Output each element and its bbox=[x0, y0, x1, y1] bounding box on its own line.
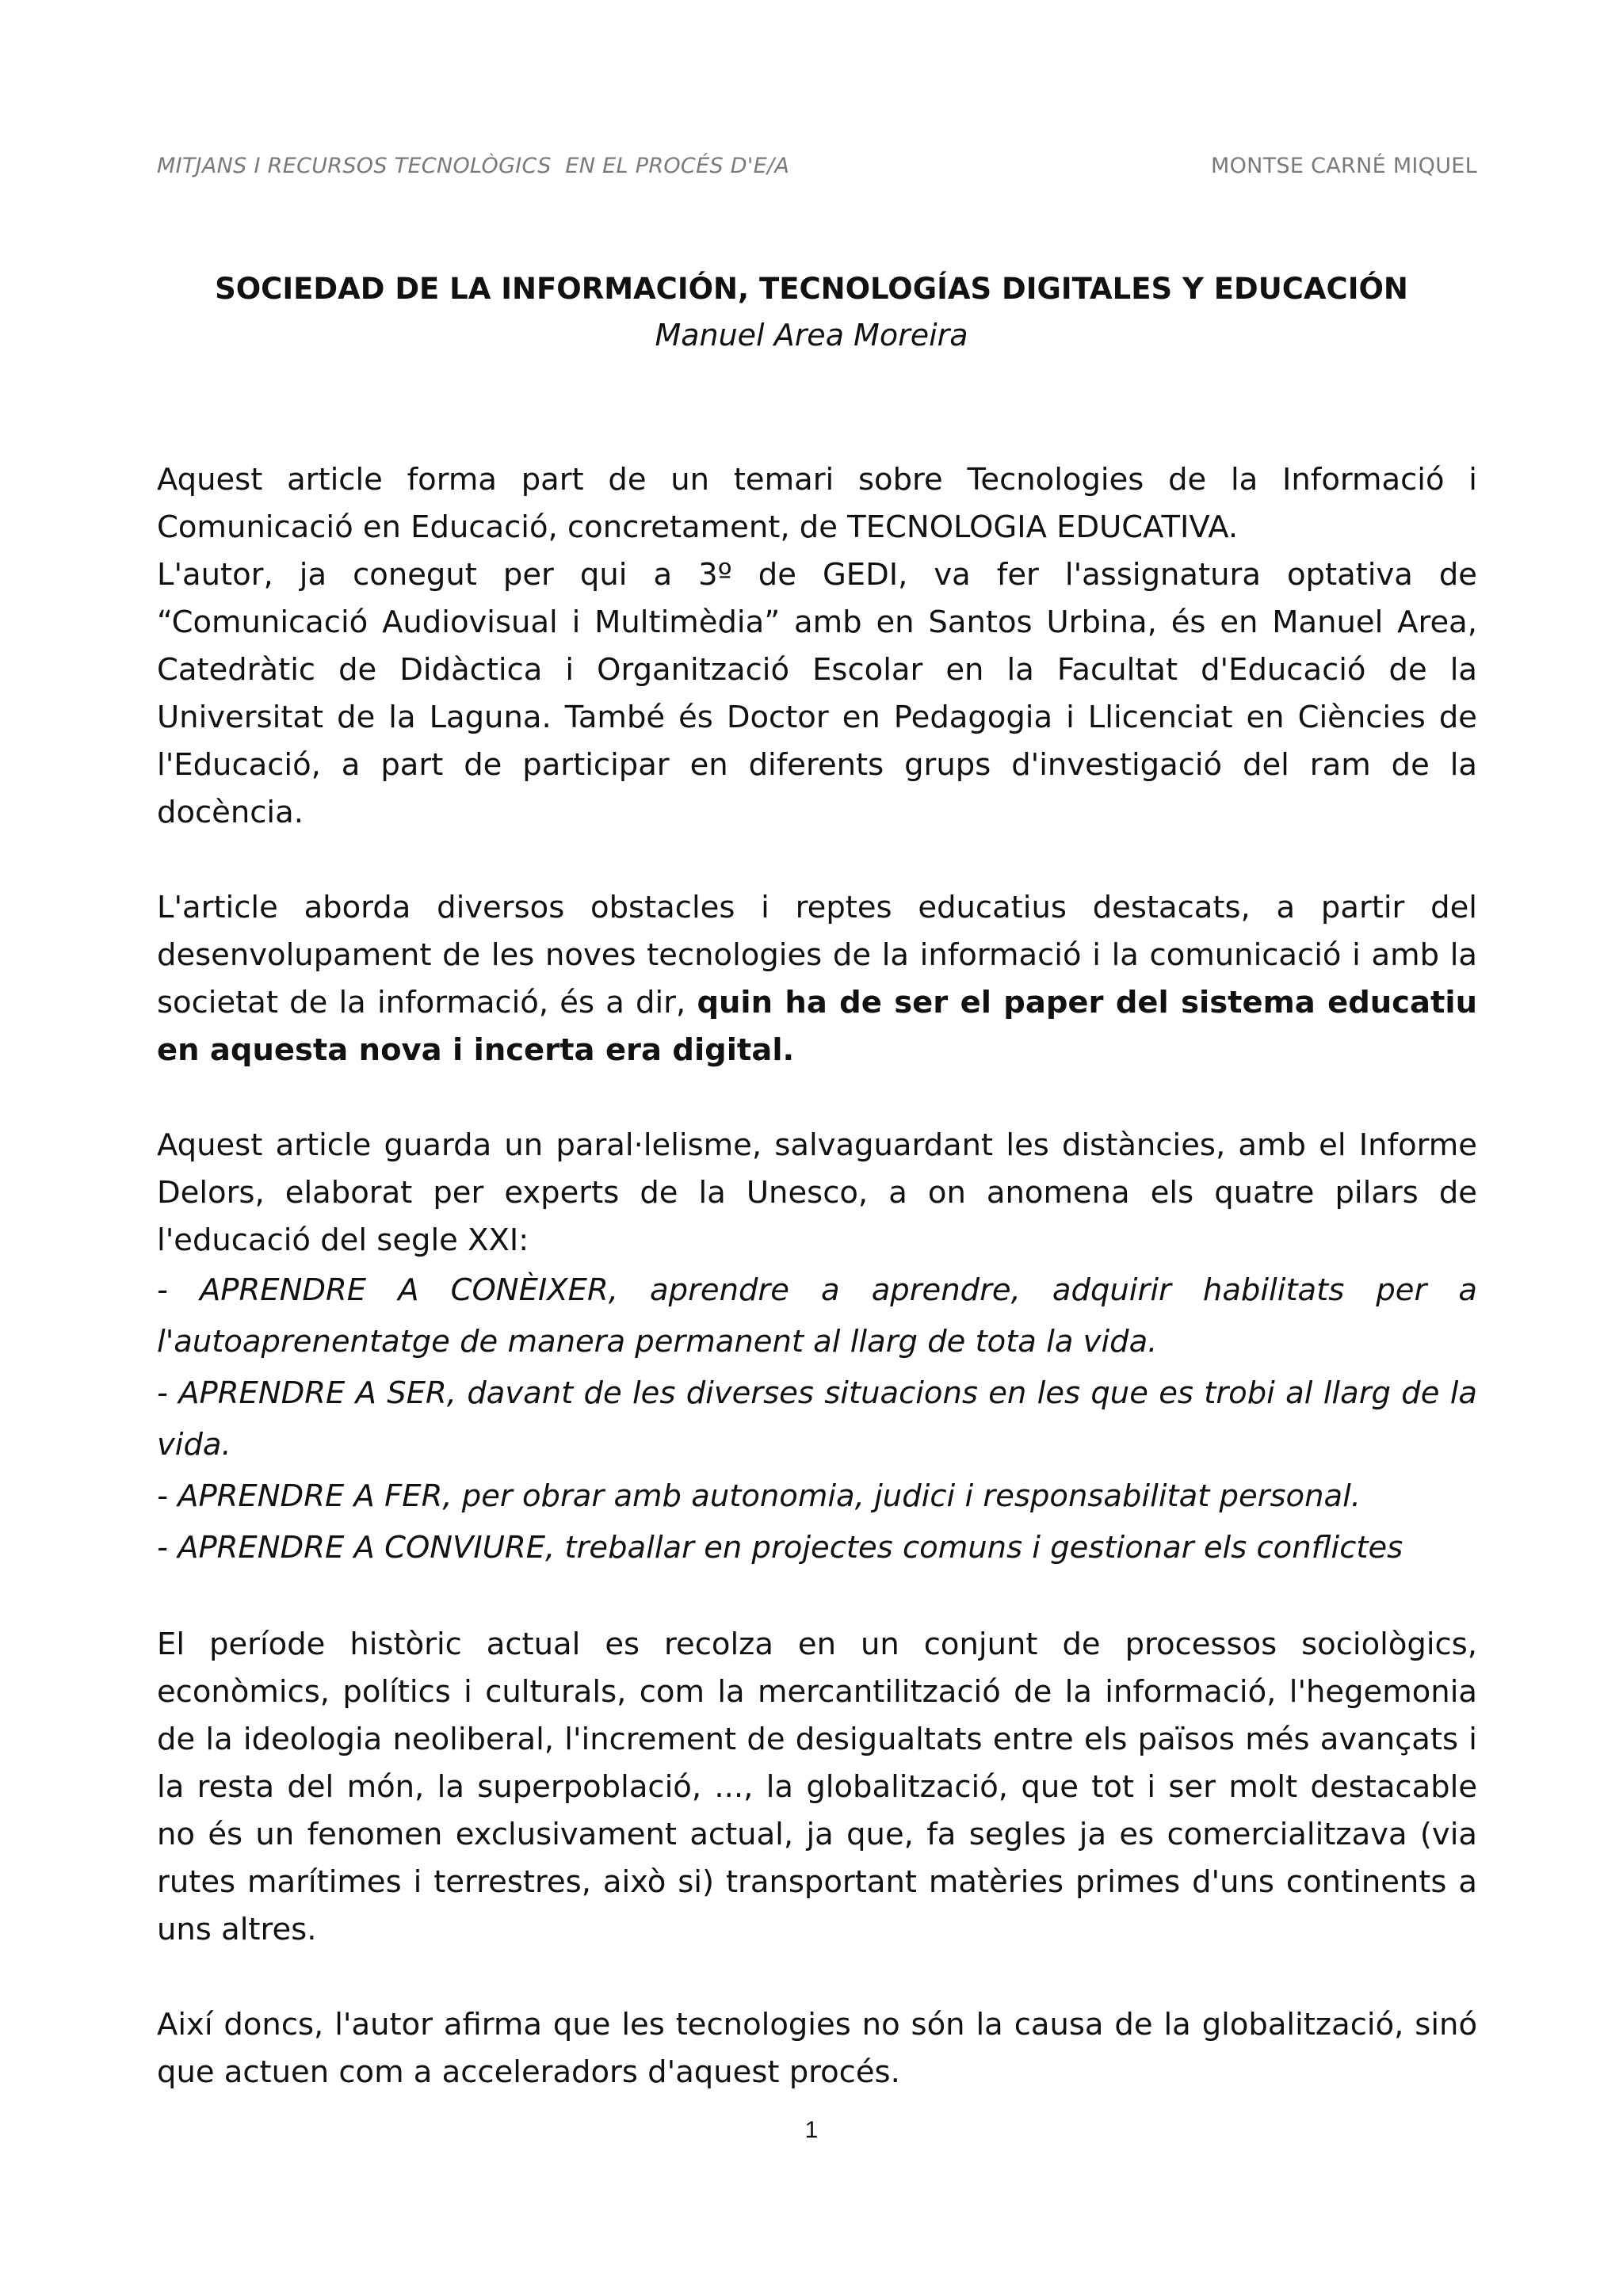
pillars-list bbox=[157, 1264, 1477, 1573]
paragraph-gap bbox=[157, 1954, 1477, 2001]
paragraph-intro-author: L'autor, ja conegut per qui a 3º de GEDI, va fer l'assignatura optativa de “Comunicació Audiovisual i Multimèdia” amb en Santos Urbina, és en Manuel Area, Catedràtic de Didàctica i Organització Escolar en la Facultat d'Educació de la Universitat de la Laguna. També és Doctor en Pedagogia i Llicenciat en Ciències de l'Educació, a part de participar en diferents grups d'investigació del ram de la docència. bbox=[157, 557, 1477, 830]
document-author: Manuel Area Moreira bbox=[655, 318, 968, 353]
body-text bbox=[157, 456, 1477, 2096]
header-course-title: MITJANS I RECURSOS TECNOLÒGICS EN EL PROCÉS D'E/A bbox=[157, 154, 790, 178]
pillar-item: - APRENDRE A SER, davant de les diverses situacions en les que es trobi al llarg de la vida. bbox=[157, 1375, 1477, 1463]
page-number: 1 bbox=[804, 2117, 819, 2143]
document-title: SOCIEDAD DE LA INFORMACIÓN, TECNOLOGÍAS DIGITALES Y EDUCACIÓN bbox=[215, 272, 1408, 306]
paragraph-gap bbox=[157, 837, 1477, 884]
paragraph-historical-period: El període històric actual es recolza en un conjunt de processos sociològics, econòmics, polítics i culturals, com la mercantilització de la informació, l'hegemonia de la ideologia neoliberal, l'increment de desigualtats entre els països més avançats i la resta del món, la superpoblació, ..., la globalització, que tot i ser molt destacable no és un fenomen exclusivament actual, ja que, fa segles ja es comercialitzava (via rutes marítimes i terrestres, això si) transportant matèries primes d'uns continents a uns altres. bbox=[157, 1627, 1477, 1947]
header-author-name: MONTSE CARNÉ MIQUEL bbox=[1210, 154, 1477, 178]
paragraph-obstacles-emphasis: quin ha de ser el paper del sistema educatiu en aquesta nova i incerta era digital. bbox=[157, 985, 1477, 1068]
pillar-item: - APRENDRE A CONÈIXER, aprendre a aprendre, adquirir habilitats per a l'autoaprenentatge de manera permanent al llarg de tota la vida. bbox=[157, 1272, 1477, 1360]
paragraph-delors: Aquest article guarda un paral·lelisme, salvaguardant les distàncies, amb el Informe Delors, elaborat per experts de la Unesco, a on anomena els quatre pilars de l'educació del segle XXI: bbox=[157, 1127, 1477, 1258]
paragraph-obstacles bbox=[157, 884, 1477, 1074]
running-header bbox=[157, 154, 1477, 178]
paragraph-gap bbox=[157, 1074, 1477, 1122]
paragraph-gap bbox=[157, 1573, 1477, 1621]
title-block bbox=[0, 266, 1623, 358]
paragraph-conclusion: Així doncs, l'autor afirma que les tecnologies no són la causa de la globalització, sinó que actuen com a acceleradors d'aquest procés. bbox=[157, 2007, 1477, 2090]
paragraph-intro-line1: Aquest article forma part de un temari sobre Tecnologies de la Informació i Comunicació en Educació, concretament, de TECNOLOGIA EDUCATIVA. bbox=[157, 462, 1477, 545]
pillar-item: - APRENDRE A CONVIURE, treballar en projectes comuns i gestionar els conflictes bbox=[157, 1530, 1403, 1566]
paragraph-obstacles-text: L'article aborda diversos obstacles i reptes educatius destacats, a partir del desenvolupament de les noves tecnologies de la informació i la comunicació i amb la societat de la informació, és a dir, bbox=[157, 890, 1477, 1020]
pillar-item: - APRENDRE A FER, per obrar amb autonomia, judici i responsabilitat personal. bbox=[157, 1478, 1361, 1514]
